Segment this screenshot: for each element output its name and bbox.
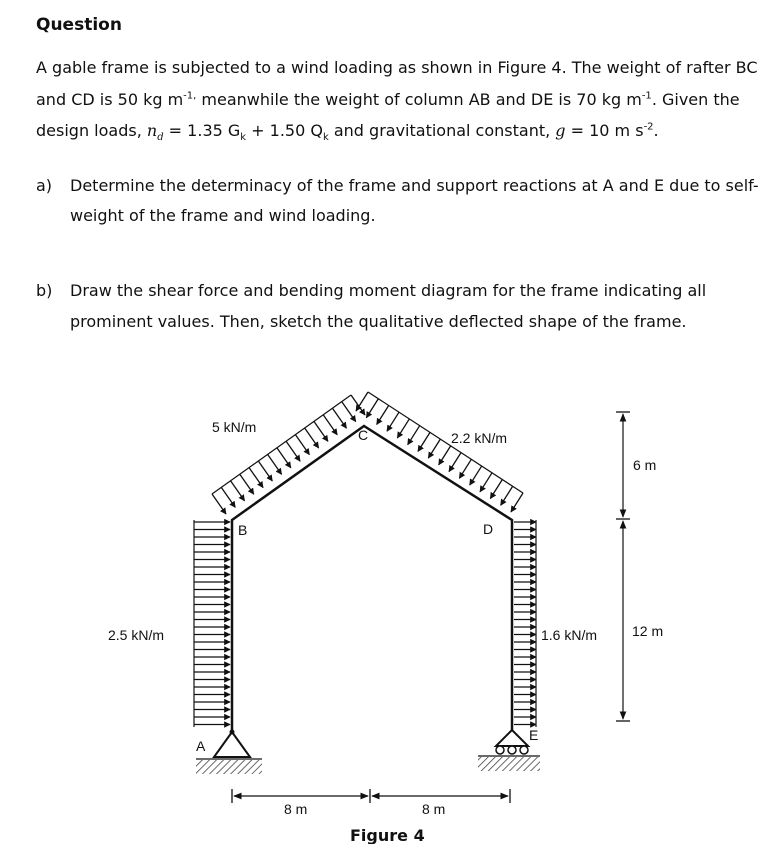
dim-label-right-span: 8 m	[422, 801, 446, 817]
intro-line-3: design loads, $n_d = 1.35$ $G_k + 1.50$ $Q_k$ and gravitational constant, g = 10 m $s^{-2}$.	[36, 121, 659, 144]
rafter-bc-wind-load	[212, 395, 365, 514]
load-arrow	[470, 466, 482, 485]
part-a-line-2: weight of the frame and wind loading.	[70, 206, 376, 225]
load-arrow	[240, 474, 254, 494]
dim-label-rise: 6 m	[633, 457, 657, 473]
frame-outline	[232, 426, 512, 730]
intro-line-2: and CD is 50 kg $m^{-1,}$ meanwhile the weight of column AB and DE is 70 kg $m^{-1}$. Given the	[36, 90, 740, 109]
load-arrow	[480, 473, 492, 492]
intro-line-1: A gable frame is subjected to a wind loading as shown in Figure 4. The weight of rafter BC	[36, 58, 758, 77]
load-arrow	[366, 399, 378, 418]
load-arrow	[221, 487, 235, 507]
load-arrow	[351, 395, 365, 415]
column-ab-wind-load	[194, 520, 230, 727]
part-b-line-2: prominent values. Then, sketch the qualitative deflected shape of the frame.	[70, 312, 687, 331]
load-arrow	[323, 415, 337, 435]
node-label-a: A	[196, 738, 206, 754]
load-arrow	[277, 448, 291, 468]
load-arrow	[249, 468, 263, 488]
load-arrow	[268, 454, 282, 474]
load-arrow	[212, 494, 226, 514]
load-arrow	[258, 461, 272, 481]
load-arrow	[428, 439, 440, 458]
vertical-dimension	[616, 412, 630, 721]
node-label-c: C	[358, 427, 369, 443]
load-label-ab: 2.5 kN/m	[108, 627, 165, 643]
load-arrow	[231, 481, 245, 501]
dim-label-left-span: 8 m	[284, 801, 308, 817]
load-arrow	[356, 392, 368, 411]
load-label-bc: 5 kN/m	[212, 419, 257, 435]
horizontal-dimension	[232, 789, 510, 803]
pin-support-a	[196, 730, 262, 775]
load-arrow	[342, 402, 356, 422]
load-arrow	[408, 426, 420, 445]
figure-caption: Figure 4	[350, 826, 425, 844]
question-heading: Question	[36, 15, 122, 35]
node-label-e: E	[529, 727, 539, 743]
load-arrow	[511, 493, 523, 512]
load-arrow	[387, 412, 399, 431]
column-de-wind-load	[514, 520, 536, 727]
load-arrow	[449, 453, 461, 472]
part-b-line-1: Draw the shear force and bending moment diagram for the frame indicating all	[70, 281, 707, 300]
part-b-label: b)	[36, 281, 53, 300]
load-arrow	[314, 421, 328, 441]
load-arrow	[439, 446, 451, 465]
load-arrow	[397, 419, 409, 438]
node-label-d: D	[483, 521, 494, 537]
dim-label-column-height: 12 m	[632, 623, 664, 639]
part-a-label: a)	[36, 176, 53, 195]
load-arrow	[490, 480, 502, 499]
load-arrow	[459, 459, 471, 478]
load-label-de: 1.6 kN/m	[541, 627, 598, 643]
load-arrow	[418, 432, 430, 451]
load-arrow	[295, 435, 309, 455]
load-label-cd: 2.2 kN/m	[451, 430, 508, 446]
load-arrow	[286, 441, 300, 461]
load-arrow	[377, 405, 389, 424]
node-label-b: B	[238, 522, 248, 538]
load-arrow	[305, 428, 319, 448]
load-arrow	[332, 408, 346, 428]
rafter-cd-wind-load	[356, 392, 523, 512]
part-a-line-1: Determine the determinacy of the frame and support reactions at A and E due to self-	[70, 176, 759, 195]
load-arrow	[501, 486, 513, 505]
